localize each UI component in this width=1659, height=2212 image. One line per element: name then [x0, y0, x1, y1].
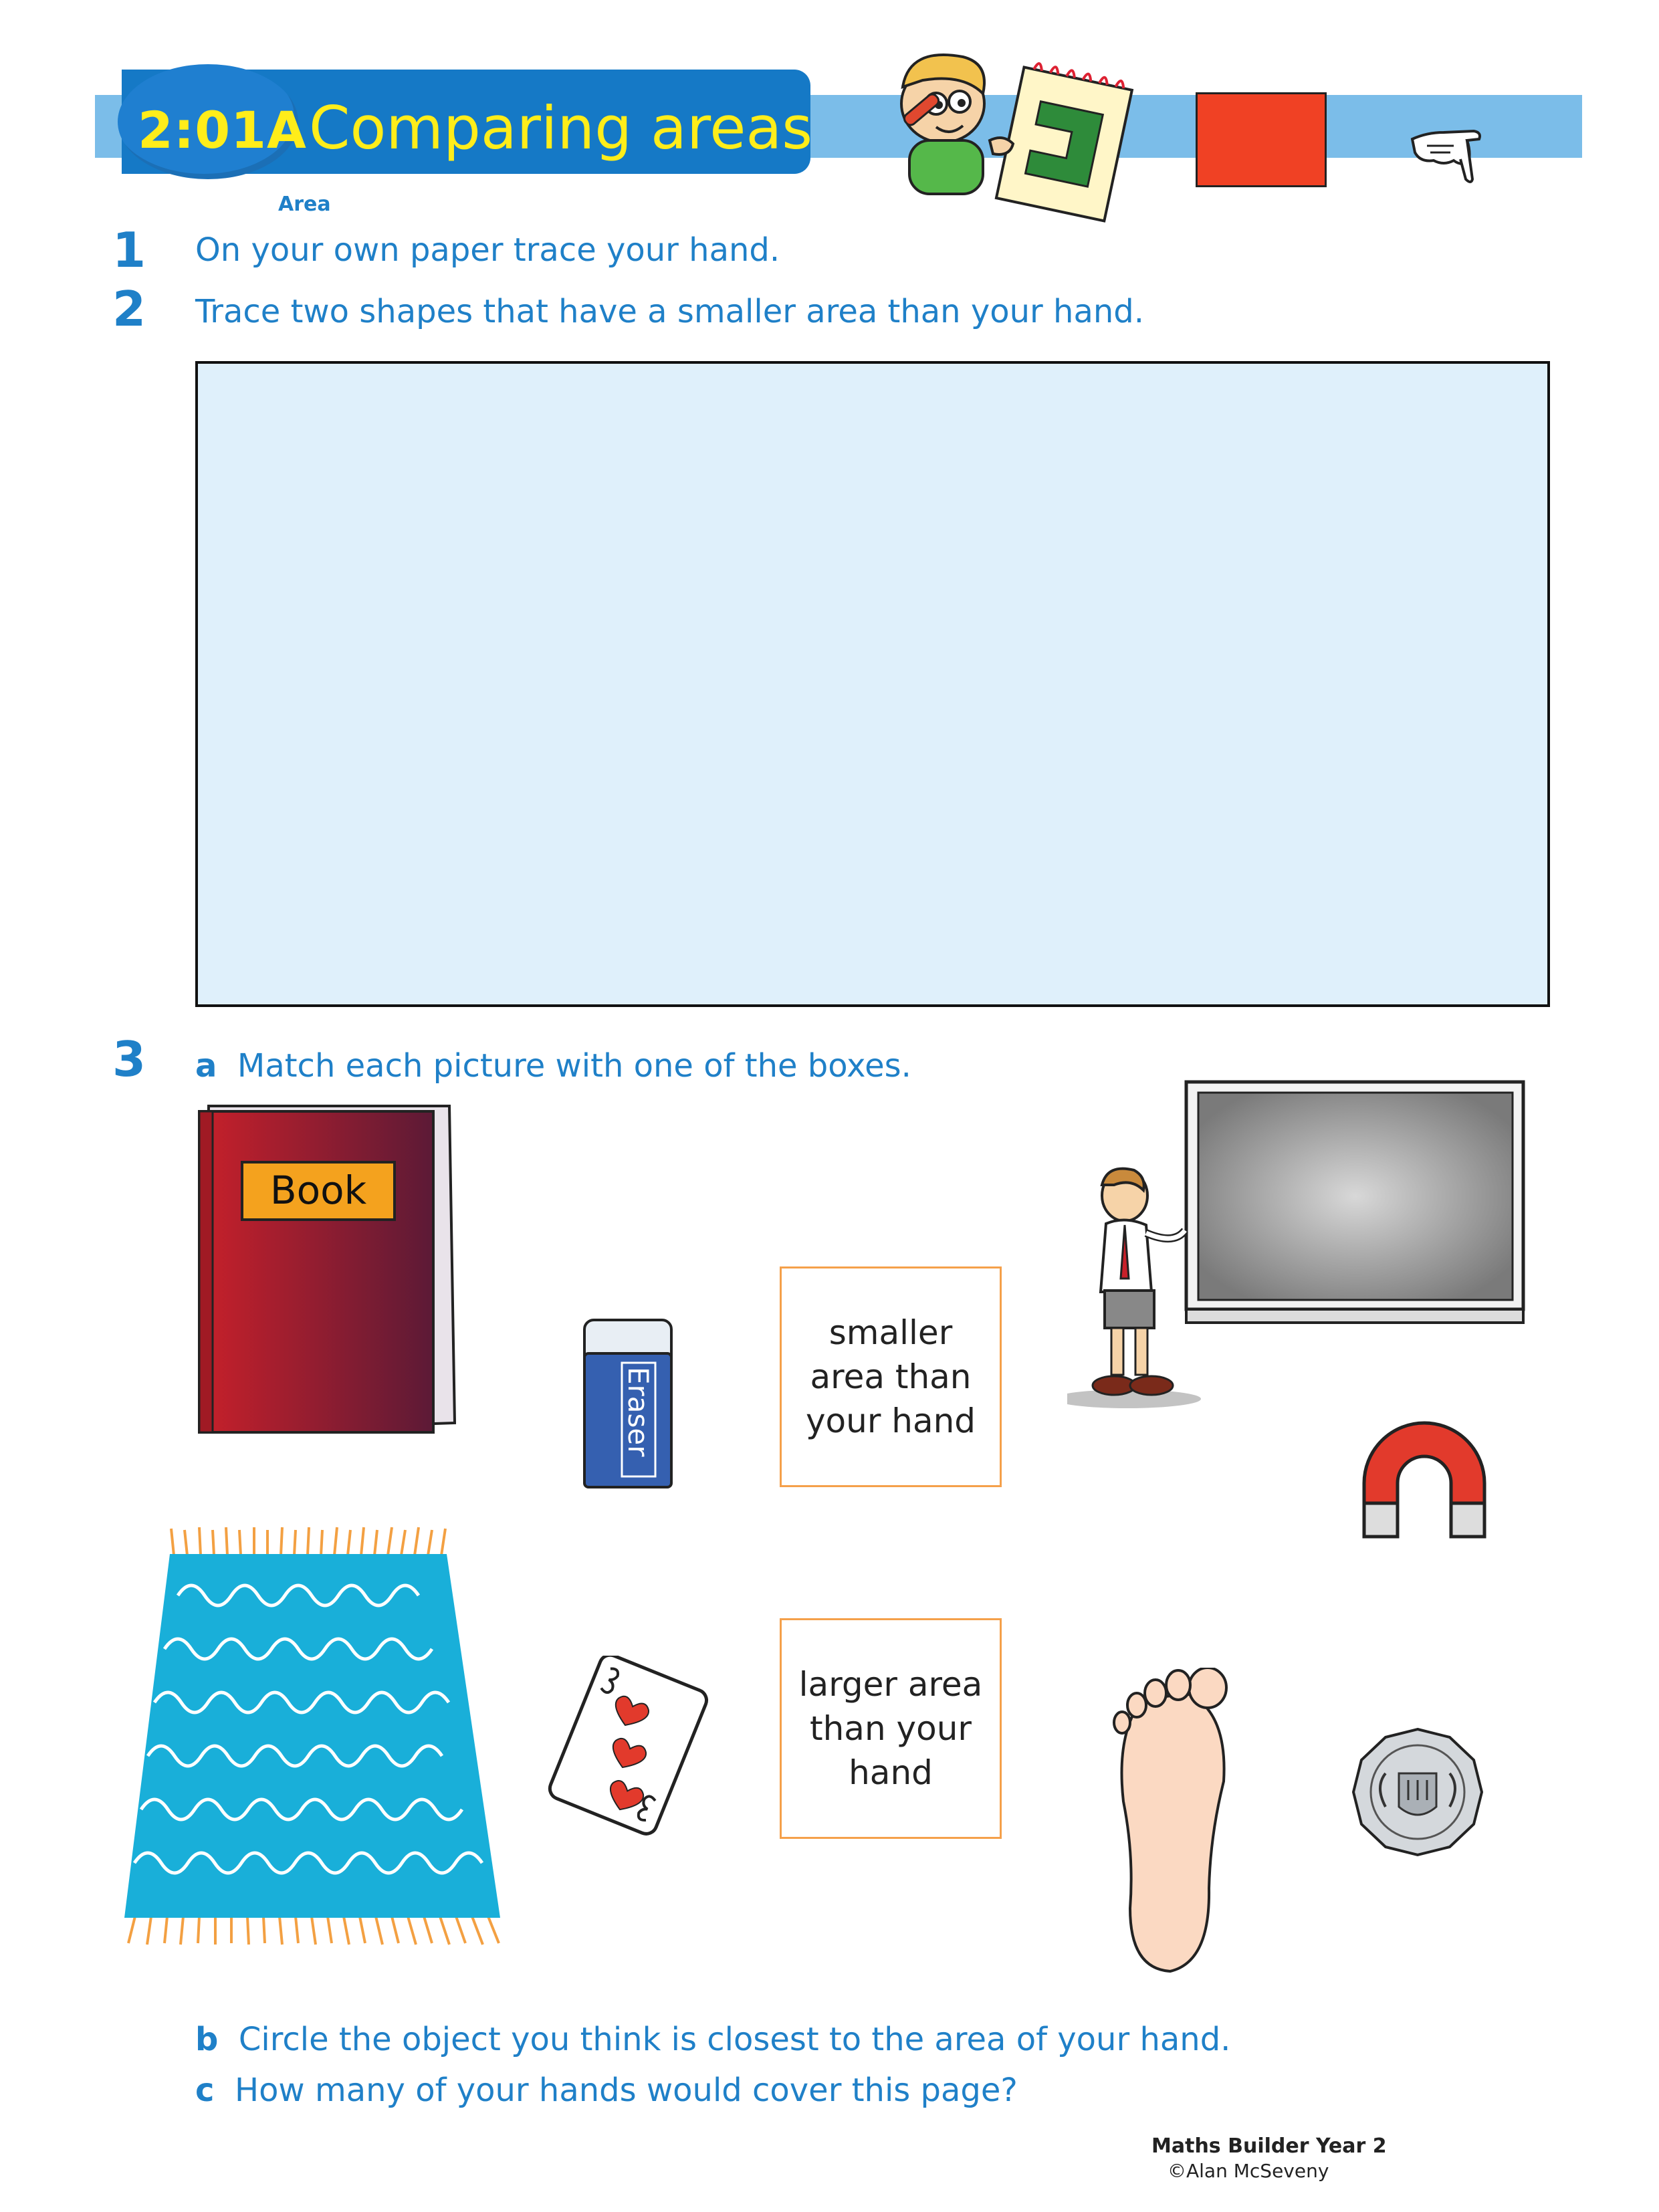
box-smaller-label: smaller area than your hand	[805, 1313, 976, 1440]
eraser-label: Eraser	[622, 1367, 655, 1457]
question-3b	[195, 2021, 1230, 2058]
section-code: 2:01A	[138, 100, 307, 160]
question-3a-letter: a	[195, 1047, 217, 1085]
question-3b-text: Circle the object you think is closest to the area of your hand.	[238, 2021, 1231, 2058]
question-2-text: Trace two shapes that have a smaller area than your hand.	[195, 293, 1145, 330]
question-3a-text: Match each picture with one of the boxes.	[237, 1047, 911, 1085]
magnet-icon[interactable]	[1351, 1410, 1499, 1551]
coin-icon[interactable]	[1352, 1727, 1483, 1858]
book-icon[interactable]	[195, 1102, 456, 1438]
question-3a	[195, 1047, 911, 1085]
cartoon-girl-icon	[883, 40, 1137, 234]
eraser-icon[interactable]	[580, 1316, 677, 1491]
foot-icon[interactable]	[1110, 1668, 1230, 1975]
box-smaller-area[interactable]	[780, 1266, 1002, 1487]
question-3c	[195, 2072, 1018, 2109]
tracing-area[interactable]	[195, 361, 1550, 1007]
footer-book-title: Maths Builder Year 2	[1151, 2134, 1387, 2158]
hand-icon	[1407, 112, 1494, 186]
question-3-number: 3	[112, 1031, 146, 1087]
book-label: Book	[269, 1168, 367, 1213]
subtopic-label: Area	[278, 193, 331, 216]
red-square-shape	[1196, 92, 1327, 187]
question-3c-text: How many of your hands would cover this page?	[234, 2072, 1018, 2109]
question-3b-letter: b	[195, 2021, 219, 2058]
page-title: Comparing areas	[309, 94, 813, 162]
question-1-text: On your own paper trace your hand.	[195, 231, 780, 269]
question-3c-letter: c	[195, 2072, 215, 2109]
question-1-number: 1	[112, 222, 146, 278]
rug-icon[interactable]	[118, 1522, 512, 1949]
box-larger-area[interactable]	[780, 1618, 1002, 1839]
question-2-number: 2	[112, 281, 146, 337]
playing-card-icon[interactable]	[544, 1656, 720, 1836]
blackboard-teacher-icon[interactable]	[1067, 1078, 1529, 1420]
box-larger-label: larger area than your hand	[798, 1665, 983, 1792]
footer-copyright: ©Alan McSeveny	[1168, 2160, 1329, 2182]
